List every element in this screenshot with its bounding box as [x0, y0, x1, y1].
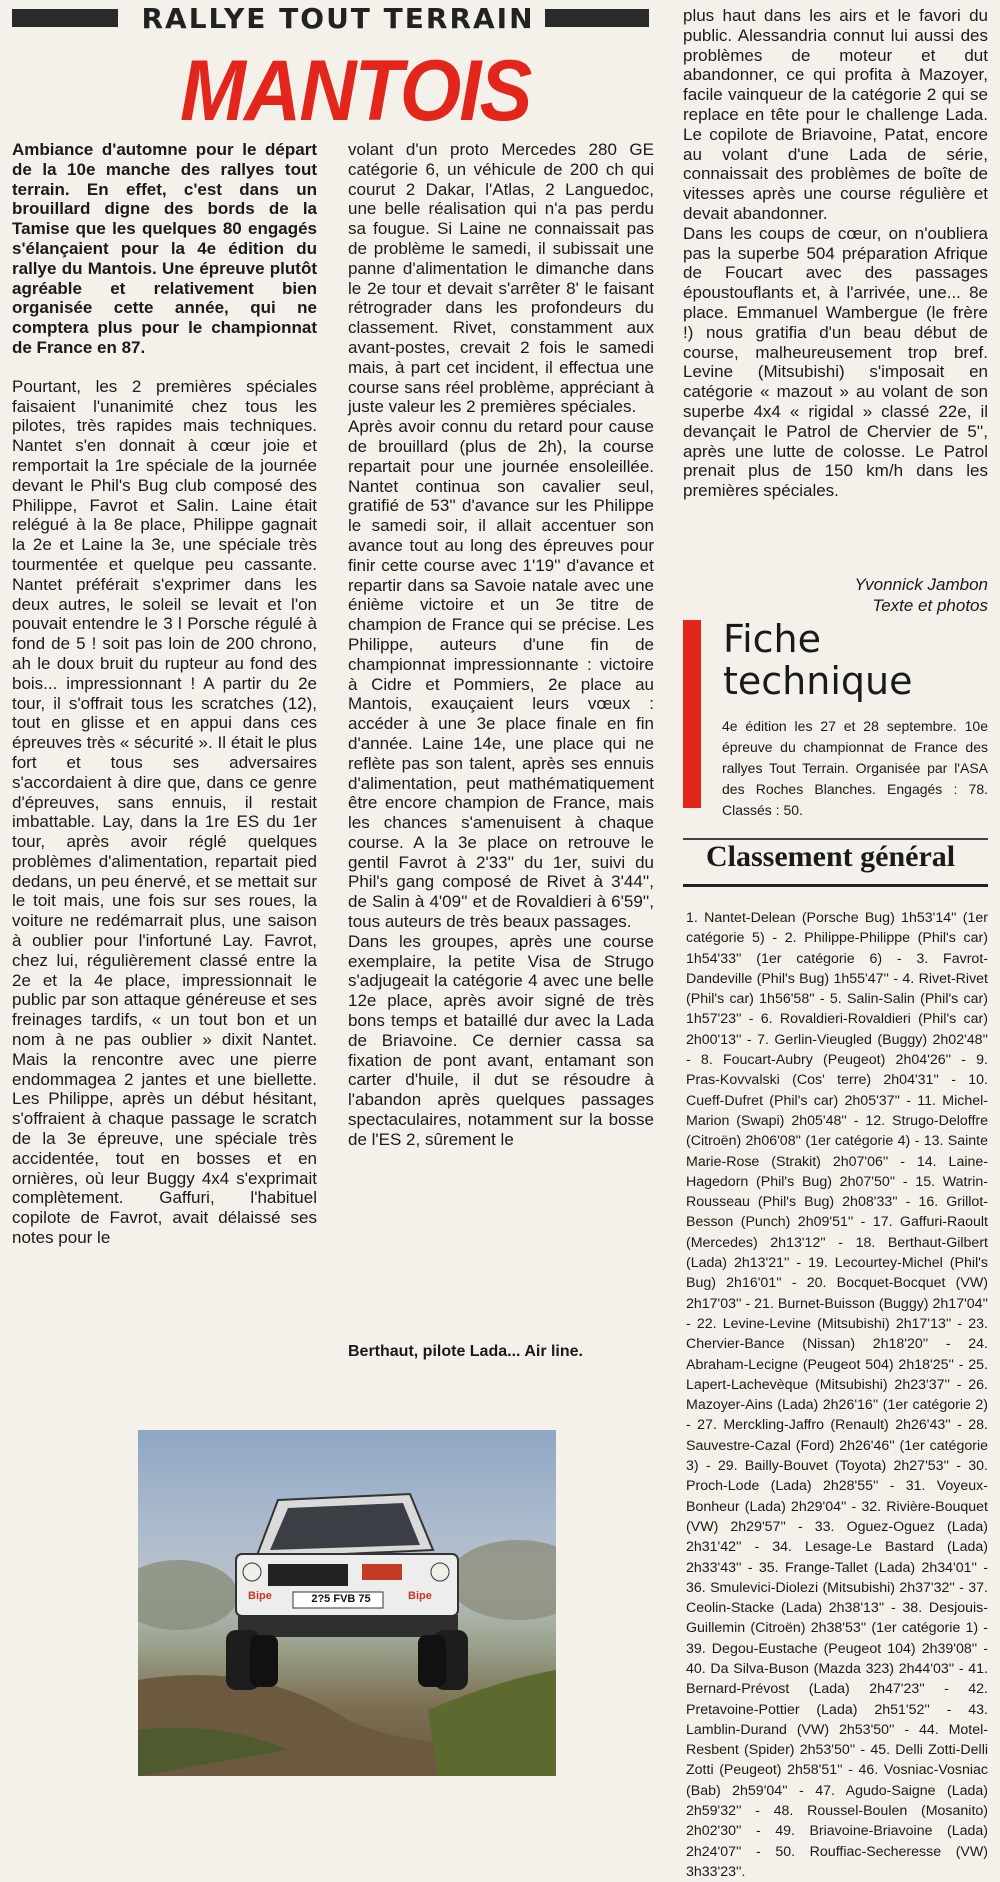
- photo-caption: Berthaut, pilote Lada... Air line.: [348, 1343, 583, 1360]
- body-paragraph: Pourtant, les 2 premières spéciales faisaient l'unanimité chez tous les pilotes, très rapides mais techniques. Nantet s'en donnait à cœur joie et remportait la 1re spéciale de la journée devant le Phil's Bug club composé des Philippe, Favrot et Salin. Laine était relégué à la 8e place, Philippe gagnait la 2e et Laine la 3e, une spéciale très tourmentée et quelque peu cassante. Nantet préférait s'exprimer dans les deux autres, le soleil se levait et l'on pouvait entendre le 3 l Porsche régulé à fond de 5 ! soit pas loin de 200 chrono, ah le doux bruit du rupteur au fond des bois... impressionnant ! A partir du 2e tour, il s'offrait tous les scratches (12), tout en glisse et en appui dans ces épreuves très « sécurité ». Il était le plus fort et tous ses adversaires s'accordaient à dire que, dans ce genre d'épreuves, sans ennuis, il restait imbattable. Lay, dans la 1re ES du 1er tour, après avoir réglé quelques problèmes d'alimentation, repartait pied dedans, un peu énervé, et se mettait sur le toit mais, une fois sur ses roues, la voiture ne redémarrait plus, une saison à oublier pour l'infortuné Lay. Favrot, chez lui, régulièrement classé entre la 2e et la 4e place, impressionnait le public par son attaque généreuse et ses freinages tardifs, « un tout bon et un nom à ne pas oublier » dixit Nantet. Mais la rencontre avec une pierre endommagea 2 jantes et une biellette. Les Philippe, après un début hésitant, s'offraient à chaque passage le scratch de la 3e épreuve, une spéciale très accidentée, tout en bosses et en ornières, où leur Buggy 4x4 s'exprimait complètement. Gaffuri, l'habituel copilote de Favrot, avait délaissé ses notes pour le: [12, 376, 317, 1248]
- classement-rule-bottom: [683, 884, 988, 887]
- fiche-title-line1: Fiche: [723, 617, 822, 661]
- body-paragraph: Dans les groupes, après une course exemplaire, la petite Visa de Strugo s'adjugeait la catégorie 4 avec une belle 12e place, après avoir signé de très bons temps et bataillé dur avec la Lada de Briavoine. Ce dernier cassa sa fixation de pont avant, entamant son carter d'huile, il dut se résoudre à l'abandon après quelques passages spectaculaires, notamment sur la bosse de l'ES 2, sûrement le: [348, 931, 654, 1149]
- lead-paragraph: Ambiance d'automne pour le départ de la 10e manche des rallyes tout terrain. En effet, c'est dans un brouillard digne des bords de la Tamise que les quelques 80 engagés s'élançaient pour la 4e édition du rallye du Mantois. Une épreuve plutôt agréable et relativement bien organisée cette année, qui ne comptera plus pour le championnat de France en 87.: [12, 140, 317, 357]
- classement-title: Classement général: [706, 840, 956, 873]
- fiche-body: 4e édition les 27 et 28 septembre. 10e épreuve du championnat de France des rallyes Tout Terrain. Organisée par l'ASA des Roches Blanches. Engagés : 78. Classés : 50.: [722, 718, 988, 818]
- section-title: RALLYE TOUT TERRAIN: [141, 2, 535, 35]
- author-name: Yvonnick Jambon: [854, 575, 988, 594]
- header-bar-right: [545, 9, 649, 27]
- car-plate: 2?5 FVB 75: [311, 1593, 371, 1605]
- body-paragraph: plus haut dans les airs et le favori du public. Alessandria connut lui aussi des problèmes de moteur et dut abandonner, ce qui profita à Mazoyer, facile vainqueur de la catégorie 2 qui se replace en tête pour le challenge Lada. Le copilote de Briavoine, Patat, encore au volant d'une Lada de série, connaissait des problèmes de boîte de vitesses après une course régulière et devait abandonner.: [683, 6, 988, 223]
- headline: MANTOIS: [180, 43, 531, 139]
- article-column-3: [683, 6, 988, 501]
- body-paragraph: volant d'un proto Mercedes 280 GE catégorie 6, un véhicule de 200 ch qui courut 2 Dakar, l'Atlas, 2 Languedoc, une belle réalisation qui n'a pas perdu sa fougue. Si Laine ne connaissait pas de problème le samedi, il subissait une panne d'alimentation le dimanche dans le 2e tour et devait s'arrêter 8' le faisant rétrograder dans les profondeurs du classement. Rivet, constamment aux avant-postes, crevait 2 fois le samedi mais, à part cet incident, il effectua une course sans réel problème, appréciant à juste valeur les 2 premières spéciales.: [348, 140, 654, 417]
- article-column-2: [348, 140, 654, 1150]
- fiche-accent-bar: [683, 620, 701, 808]
- article-column-1: [12, 140, 317, 1248]
- author-role: Texte et photos: [872, 596, 988, 615]
- car-sponsor-left: Bipe: [248, 1590, 272, 1602]
- header-bar-left: [12, 9, 118, 27]
- rally-photo: [138, 1430, 556, 1776]
- body-paragraph: Après avoir connu du retard pour cause de brouillard (plus de 2h), la course repartait pour une journée ensoleillée. Nantet continua son cavalier seul, gratifié de 53'' d'avance sur les Philippe le samedi soir, il allait accentuer son avance tout au long des épreuves pour finir cette course avec 1'19'' d'avance et repartir dans sa Savoie natale avec une énième victoire et un 3e titre de champion de France qui se précise. Les Philippe, auteurs d'une fin de championnat impressionnante : victoire à Cidre et Pommiers, 2e place au Mantois, exauçaient leurs vœux : accéder à une 3e place finale en fin d'année. Laine 14e, une place qui ne reflète pas son talent, après ses ennuis d'alimentation, peut mathématiquement être encore champion de France, mais les chances s'amenuisent à chaque course. A la 3e place on retrouve le gentil Favrot à 2'33'' du 1er, suivi du Phil's gang composé de Rivet à 3'44'', de Salin à 4'09'' et de Rovaldieri à 6'59'', tous auteurs de très beaux passages.: [348, 417, 654, 932]
- car-sponsor-right: Bipe: [408, 1590, 432, 1602]
- classement-results: 1. Nantet-Delean (Porsche Bug) 1h53'14'' (1er catégorie 5) - 2. Philippe-Philippe (Phil's car) 1h54'33'' (1er catégorie 6) - 3. Favrot-Dandeville (Phil's Bug) 1h55'47'' - 4. Rivet-Rivet (Phil's car) 1h56'58'' - 5. Salin-Salin (Phil's car) 1h57'23'' - 6. Rovaldieri-Rovaldieri (Phil's car) 2h00'13'' - 7. Gerlin-Vieugled (Buggy) 2h02'48'' - 8. Foucart-Aubry (Peugeot) 2h04'26'' - 9. Pras-Kovvalski (Cos' terre) 2h04'31'' - 10. Cueff-Dufret (Phil's car) 2h05'37'' - 11. Michel-Marion (Swapi) 2h05'48'' - 12. Strugo-Deloffre (Citroën) 2h06'08'' (1er catégorie 4) - 13. Sainte Marie-Rose (Strakit) 2h07'06'' - 14. Laine-Hagedorn (Phil's Bug) 2h07'50'' - 15. Watrin-Rousseau (Phil's Bug) 2h08'33'' - 16. Grillot-Besson (Punch) 2h09'51'' - 17. Gaffuri-Raoult (Mercedes) 2h13'12'' - 18. Berthaut-Gilbert (Lada) 2h13'21'' - 19. Lecourtey-Michel (Phil's Bug) 2h16'01'' - 20. Bocquet-Bocquet (VW) 2h17'03'' - 21. Burnet-Buisson (Buggy) 2h17'04'' - 22. Levine-Levine (Mitsubishi) 2h17'13'' - 23. Chervier-Bance (Nissan) 2h18'20'' - 24. Abraham-Lecigne (Peugeot 504) 2h18'25'' - 25. Lapert-Lachevèque (Mitsubishi) 2h23'37'' - 26. Mazoyer-Ains (Lada) 2h26'16'' (1er catégorie 2) - 27. Merckling-Jaffro (Renault) 2h26'43'' - 28. Sauvestre-Cazal (Ford) 2h26'46'' (1er catégorie 3) - 29. Bailly-Bouvet (Toyota) 2h27'53'' - 30. Proch-Lode (Lada) 2h28'55'' - 31. Voyeux-Bonheur (Lada) 2h29'04'' - 32. Rivière-Bouquet (VW) 2h29'57'' - 33. Oguez-Oguez (Lada) 2h31'42'' - 34. Lesage-Le Bastard (Lada) 2h33'43'' - 35. Frange-Tallet (Lada) 2h34'01'' - 36. Smulevici-Diolezi (Mitsubishi) 2h37'32'' - 37. Ceolin-Stacke (Lada) 2h38'13'' - 38. Desjouis-Guillemin (Citroën) 2h38'53'' (1er catégorie 1) - 39. Degou-Eustache (Peugeot 104) 2h39'08'' - 40. Da Silva-Buson (Mazda 323) 2h44'03'' - 41. Bernard-Prévost (Lada) 2h47'23'' - 42. Pretavoine-Pottier (Lada) 2h51'52'' - 43. Lamblin-Durand (VW) 2h53'50'' - 44. Motel-Resbent (Spider) 2h53'50'' - 45. Delli Zotti-Delli Zotti (Peugeot) 2h58'51'' - 46. Vosniac-Vosniac (Bab) 2h59'04'' - 47. Agudo-Saigne (Lada) 2h59'32'' - 48. Roussel-Boulen (Mosanito) 2h02'30'' - 49. Briavoine-Briavoine (Lada) 2h24'07'' - 50. Rouffiac-Secheresse (VW) 3h33'23''.: [686, 910, 988, 1880]
- body-paragraph: Dans les coups de cœur, on n'oubliera pas la superbe 504 préparation Afrique de Foucart avec des passages époustouflants et, à l'arrivée, une... 8e place. Emmanuel Wambergue (le frère !) nous gratifia d'un beau début de course, malheureusement trop bref. Levine (Mitsubishi) s'imposait en catégorie « mazout » au volant de son superbe 4x4 « rigidal » classé 22e, il devançait le Patrol de Chervier de 5'', après une lutte de colosse. Le Patrol prenait plus de 150 km/h dans les premières spéciales.: [683, 223, 988, 501]
- fiche-title-line2: technique: [723, 659, 913, 703]
- author-credit: [683, 574, 988, 616]
- fiche-title: [723, 618, 912, 702]
